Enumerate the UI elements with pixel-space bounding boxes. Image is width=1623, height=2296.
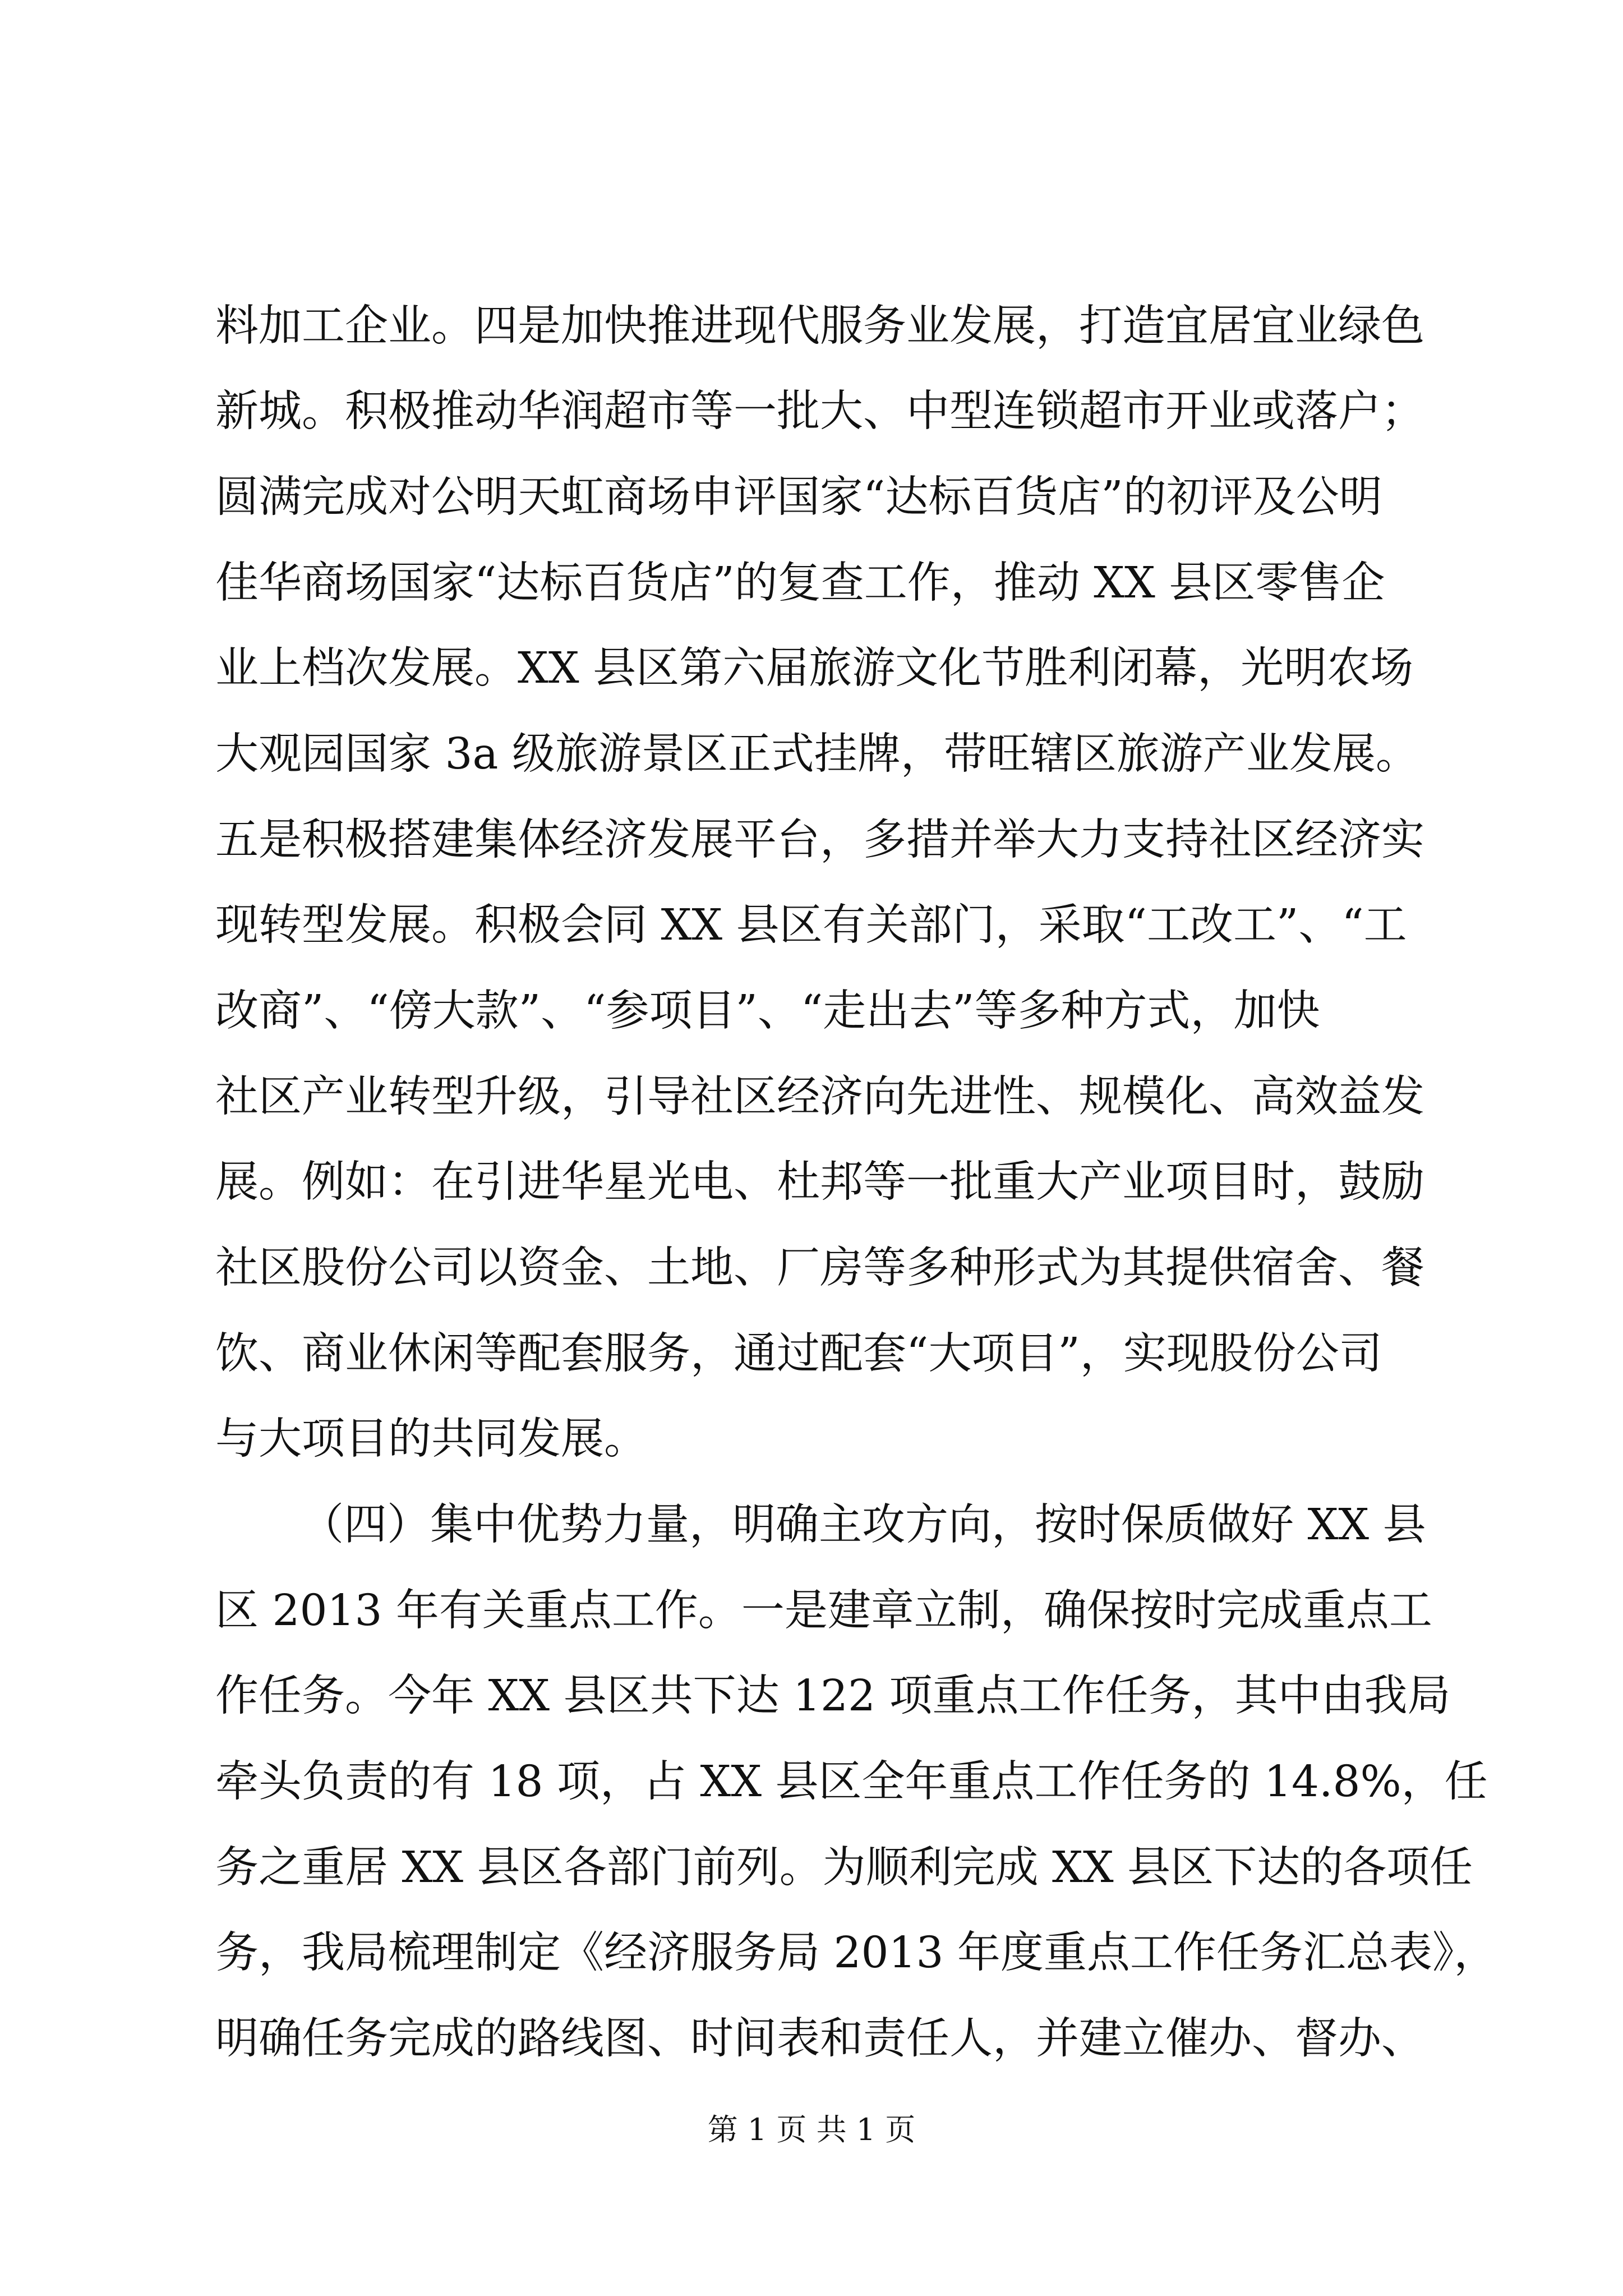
text-line: 业上档次发展。XX 县区第六届旅游文化节胜利闭幕，光明农场 — [215, 643, 1414, 693]
text-line: 务之重居 XX 县区各部门前列。为顺利完成 XX 县区下达的各项任 — [215, 1843, 1473, 1893]
text-line: 与大项目的共同发展。 — [215, 1414, 647, 1464]
text-line: 五是积极搭建集体经济发展平台，多措并举大力支持社区经济实 — [215, 815, 1424, 865]
text-line: 现转型发展。积极会同 XX 县区有关部门，采取“工改工”、“工 — [215, 900, 1407, 950]
text-line: 大观园国家 3a 级旅游景区正式挂牌，带旺辖区旅游产业发展。 — [215, 729, 1419, 779]
text-line: 新城。积极推动华润超市等一批大、中型连锁超市开业或落户； — [215, 386, 1424, 436]
text-line: 饮、商业休闲等配套服务，通过配套“大项目”，实现股份公司 — [215, 1329, 1382, 1379]
page-footer: 第 1 页 共 1 页 — [707, 2112, 916, 2147]
text-line: 改商”、“傍大款”、“参项目”、“走出去”等多种方式，加快 — [215, 986, 1320, 1036]
text-line: 圆满完成对公明天虹商场申评国家“达标百货店”的初评及公明 — [215, 472, 1382, 522]
text-line: 作任务。今年 XX 县区共下达 122 项重点工作任务，其中由我局 — [215, 1671, 1451, 1721]
text-line: 区 2013 年有关重点工作。一是建章立制，确保按时完成重点工 — [215, 1586, 1432, 1636]
text-line: 展。例如：在引进华星光电、杜邦等一批重大产业项目时，鼓励 — [215, 1157, 1424, 1207]
text-line: 社区产业转型升级，引导社区经济向先进性、规模化、高效益发 — [215, 1072, 1424, 1122]
section-heading-line: （四）集中优势力量，明确主攻方向，按时保质做好 XX 县 — [301, 1500, 1426, 1550]
text-line: 料加工企业。四是加快推进现代服务业发展，打造宜居宜业绿色 — [215, 301, 1424, 351]
text-line: 社区股份公司以资金、土地、厂房等多种形式为其提供宿舍、餐 — [215, 1243, 1424, 1293]
text-line: 明确任务完成的路线图、时间表和责任人，并建立催办、督办、 — [215, 2014, 1424, 2064]
text-line: 牵头负责的有 18 项，占 XX 县区全年重点工作任务的 14.8%，任 — [215, 1757, 1488, 1807]
text-line: 佳华商场国家“达标百货店”的复查工作，推动 XX 县区零售企 — [215, 558, 1385, 608]
text-line: 务，我局梳理制定《经济服务局 2013 年度重点工作任务汇总表》， — [215, 1928, 1497, 1978]
